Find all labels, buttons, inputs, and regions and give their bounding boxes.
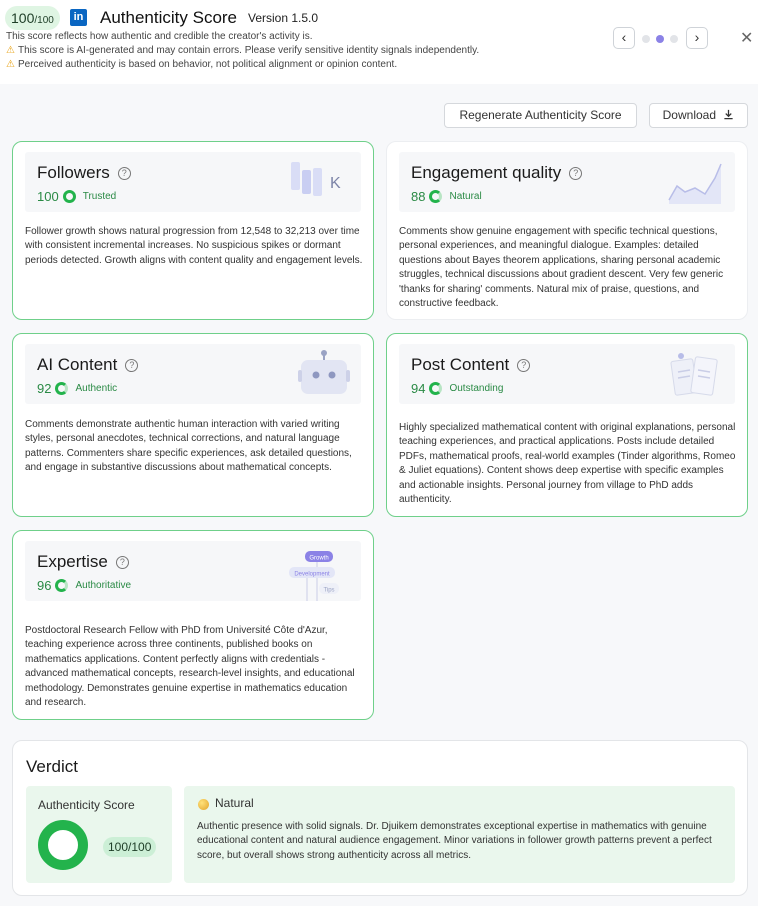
followers-score-label: Trusted <box>82 191 117 202</box>
score-ring-icon <box>63 190 76 203</box>
engagement-score-value: 88 <box>411 189 426 204</box>
post-content-score-value: 94 <box>411 381 426 396</box>
status-emoji-icon <box>198 799 209 810</box>
header-score-badge <box>5 6 60 30</box>
ai-content-card-header <box>25 344 361 404</box>
linkedin-icon: in <box>70 9 87 26</box>
engagement-title: Engagement quality ? <box>411 163 582 183</box>
header-score-value: 100 <box>11 10 35 26</box>
ai-content-title: AI Content ? <box>37 355 138 375</box>
ai-content-score <box>37 381 117 396</box>
download-icon <box>723 109 734 120</box>
score-ring-icon <box>55 579 68 592</box>
score-ring-icon <box>55 382 68 395</box>
help-icon[interactable]: ? <box>569 167 582 180</box>
download-button[interactable] <box>649 103 748 128</box>
followers-illustration-icon <box>289 160 351 204</box>
svg-text:Tips: Tips <box>323 587 335 594</box>
header-score-max: /100 <box>34 15 54 26</box>
expertise-description: Postdoctoral Research Fellow with PhD from Université Côte d'Azur, teaching experience across three continents, published books on mathematics applications. Content perfectly aligns with credentials - advanced mathematical concepts, research-level insights, and educational methodology. Demonstrates genuine expertise in mathematics education and research. <box>25 625 355 709</box>
engagement-score <box>411 189 482 204</box>
verdict-status: Natural <box>215 796 254 810</box>
verdict-summary-box <box>184 786 735 883</box>
post-content-title: Post Content ? <box>411 355 530 375</box>
engagement-chart-icon <box>667 160 725 206</box>
post-content-card-header <box>399 344 735 404</box>
warning-icon: ⚠ <box>6 45 15 56</box>
post-content-description: Highly specialized mathematical content with original explanations, personal teaching experiences, and practical applications. Posts include detailed PDFs, mathematical proofs, real-world examples (Tinder algorithms, Romeo & Juliet equations). Content shows deep expertise with specific examples and actionable insights. Personal journey from village to PhD adds authenticity. <box>399 422 736 506</box>
pager-dot-1[interactable] <box>642 35 650 43</box>
header <box>0 0 758 84</box>
help-icon[interactable]: ? <box>116 556 129 569</box>
ai-content-description: Comments demonstrate authentic human interaction with varied writing styles, personal anecdotes, technical corrections, and natural language patterns. Commenters share specific experiences, ask detailed questions, and engage in substantive discussions about mathematical concepts. <box>25 419 352 474</box>
documents-icon <box>669 348 725 402</box>
verdict-description: Authentic presence with solid signals. Dr. Djuikem demonstrates exceptional expertise in mathematics with genuine educational content and natural audience engagement. Minor variations in follower growth patterns prevent a perfect score, but overall shows strong authenticity across all metrics. <box>197 821 712 861</box>
ai-content-card <box>12 333 374 517</box>
verdict-title: Verdict <box>26 757 78 776</box>
help-icon[interactable]: ? <box>517 359 530 372</box>
post-content-score-label: Outstanding <box>449 383 504 394</box>
ai-content-score-label: Authentic <box>75 383 118 394</box>
help-icon[interactable]: ? <box>118 167 131 180</box>
post-content-score <box>411 381 503 396</box>
expertise-score-value: 96 <box>37 578 52 593</box>
chevron-right-icon: › <box>694 29 700 45</box>
warning-icon: ⚠ <box>6 59 15 70</box>
expertise-card-header <box>25 541 361 601</box>
next-button[interactable] <box>686 27 708 49</box>
pager-dot-3[interactable] <box>670 35 678 43</box>
expertise-tree-icon <box>277 545 357 601</box>
engagement-description: Comments show genuine engagement with specific technical questions, personal experiences, and meaningful dialogue. Examples: detailed questions about Bayes theorem applications, sharing personal academic struggles, technical discussions about gradient descent. Very few generic 'thanks for sharing' comments. Natural mix of praise, questions, and constructive feedback. <box>399 226 724 310</box>
close-icon[interactable]: ✕ <box>740 30 754 47</box>
expertise-score-label: Authoritative <box>75 580 132 591</box>
verdict-score-label: Authenticity Score <box>38 798 135 812</box>
header-subtitle: This score reflects how authentic and credible the creator's activity is. <box>6 31 313 42</box>
post-content-card <box>386 333 748 517</box>
svg-text:K: K <box>330 175 341 192</box>
engagement-card-header <box>399 152 735 212</box>
warning-line-2: ⚠ Perceived authenticity is based on behavior, not political alignment or opinion content. <box>6 59 398 70</box>
expertise-card <box>12 530 374 720</box>
svg-text:Development: Development <box>294 571 330 578</box>
help-icon[interactable]: ? <box>125 359 138 372</box>
download-label: Download <box>662 108 717 122</box>
followers-score <box>37 189 116 204</box>
pager-dot-2[interactable] <box>656 35 664 43</box>
version-label: Version 1.5.0 <box>248 11 319 25</box>
expertise-title: Expertise ? <box>37 552 129 572</box>
score-ring-icon <box>429 382 442 395</box>
verdict-panel <box>12 740 748 896</box>
followers-card <box>12 141 374 320</box>
svg-text:Growth: Growth <box>309 555 329 562</box>
expertise-score <box>37 578 131 593</box>
verdict-score-value: 100/100 <box>103 837 156 857</box>
engagement-card <box>386 141 748 320</box>
regenerate-button[interactable]: Regenerate Authenticity Score <box>444 103 637 128</box>
robot-icon <box>297 350 351 398</box>
warning-line-1: ⚠ This score is AI-generated and may contain errors. Please verify sensitive identity signals independently. <box>6 45 480 56</box>
engagement-score-label: Natural <box>449 191 482 202</box>
score-ring-icon <box>429 190 442 203</box>
chevron-left-icon: ‹ <box>621 29 627 45</box>
followers-score-value: 100 <box>37 189 59 204</box>
verdict-score-box <box>26 786 172 883</box>
page-title: Authenticity Score <box>100 8 238 27</box>
followers-description: Follower growth shows natural progression from 12,548 to 32,213 over time with consistent incremental increases. No suspicious spikes or dormant periods detected. Growth aligns with content quality and engagement levels. <box>25 226 363 266</box>
prev-button[interactable] <box>613 27 635 49</box>
followers-title: Followers ? <box>37 163 131 183</box>
followers-card-header <box>25 152 361 212</box>
ai-content-score-value: 92 <box>37 381 52 396</box>
verdict-score-ring <box>38 820 88 870</box>
